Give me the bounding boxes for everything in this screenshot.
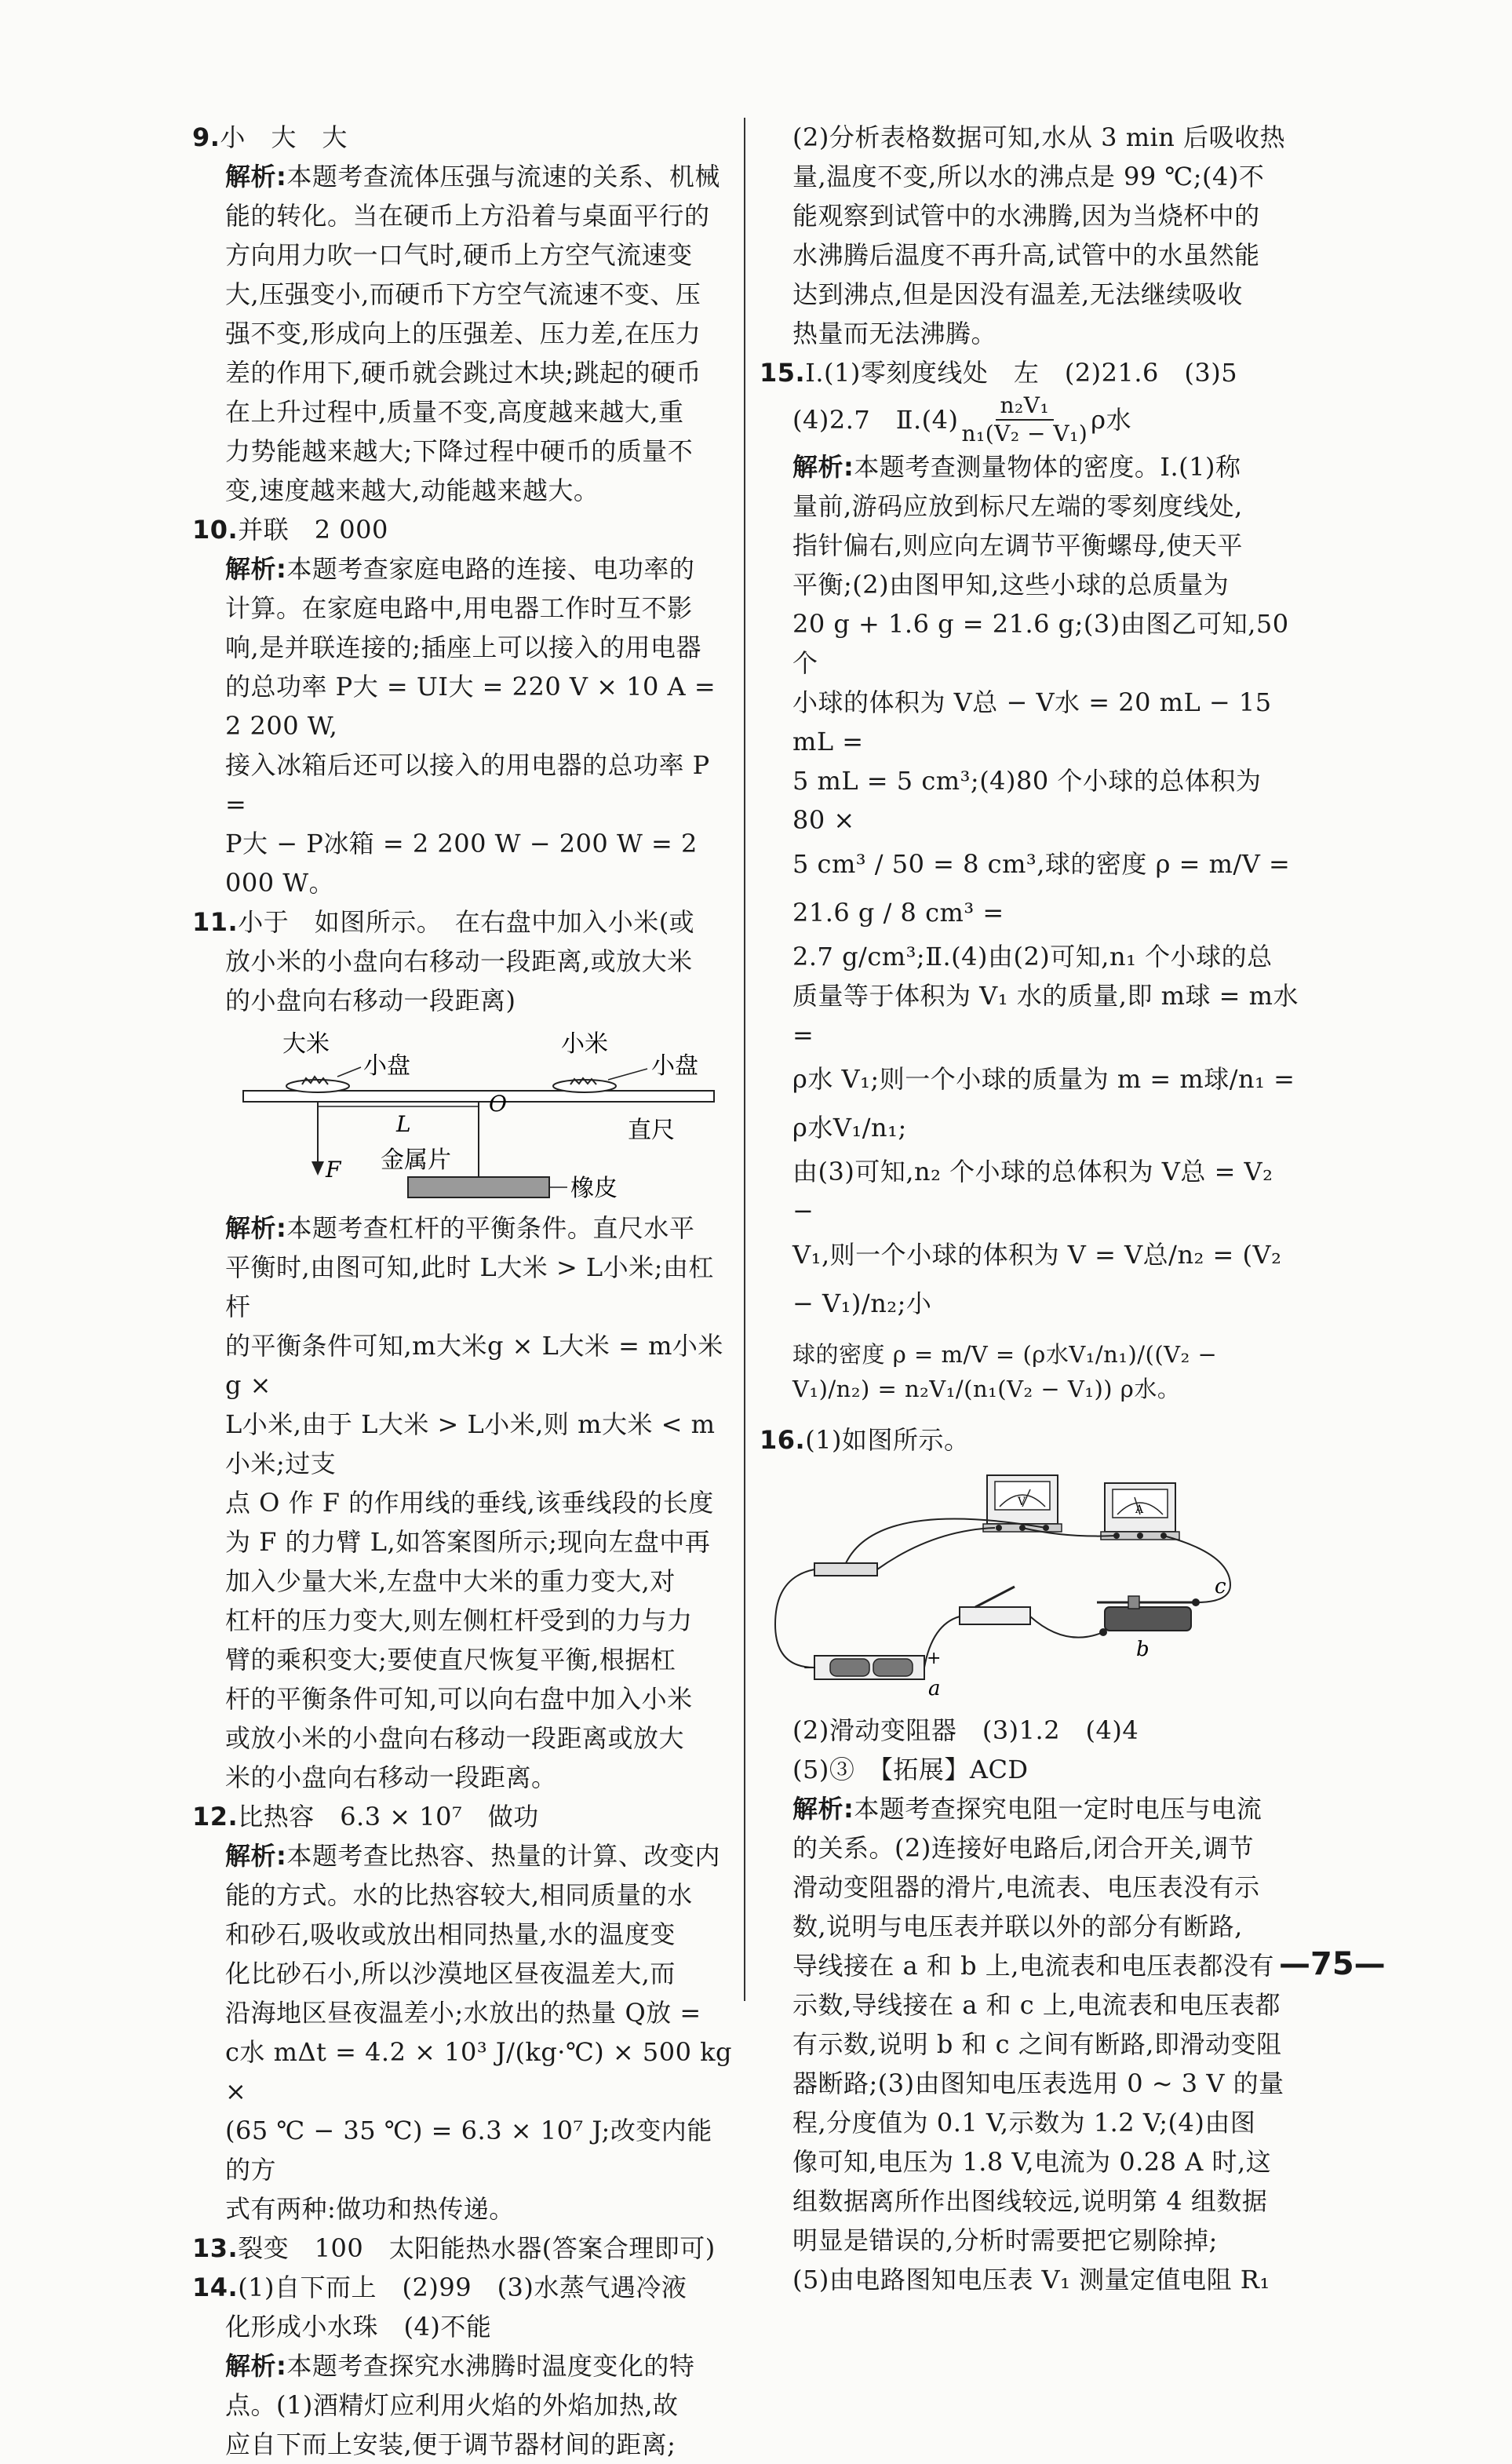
q9-analysis-line: 大,压强变小,而硬币下方空气流速不变、压 [225, 279, 701, 309]
q11-analysis-line: L小米,由于 L大米 > L小米,则 m大米 < m小米;过支 [225, 1409, 716, 1478]
q11-analysis-line: 臂的乘积变大;要使直尺恢复平衡,根据杠 [225, 1645, 676, 1675]
page-number: —75— [1279, 1946, 1386, 1982]
q15-analysis-line: 球的密度 ρ = m/V = (ρ水V₁/n₁)/((V₂ − V₁)/n₂) = n₂V₁/(n₁(V₂ − V₁)) ρ水。 [792, 1341, 1218, 1402]
q14-cont-line: 达到沸点,但是因没有温差,无法继续吸收 [792, 279, 1243, 309]
q14-cont-line: 水沸腾后温度不再升高,试管中的水虽然能 [792, 240, 1260, 270]
label-b: b [1136, 1638, 1149, 1661]
left-column [192, 118, 734, 2464]
q11-analysis-line: 为 F 的力臂 L,如答案图所示;现向左盘中再 [225, 1527, 711, 1557]
q9-analysis-line: 方向用力吹一口气时,硬币上方空气流速变 [225, 240, 693, 270]
battery [803, 1649, 941, 1700]
q14-analysis-line: 应自下而上安装,便于调节器材间的距离; [225, 2429, 676, 2459]
q11-answer: 11.小于 如图所示。 在右盘中加入小米(或 [192, 907, 695, 937]
switch [960, 1587, 1030, 1624]
label-L: L [396, 1111, 411, 1137]
q10-analysis-line: 接入冰箱后还可以接入的用电器的总功率 P = [225, 750, 710, 819]
q16-analysis-line: 滑动变阻器的滑片,电流表、电压表没有示 [792, 1872, 1260, 1902]
q11-analysis-line: 米的小盘向右移动一段距离。 [225, 1762, 557, 1792]
q12-analysis-line: c水 mΔt = 4.2 × 10³ J/(kg·℃) × 500 kg × [225, 2037, 733, 2106]
q10-answer: 10.并联 2 000 [192, 515, 388, 545]
q16-analysis-line: 程,分度值为 0.1 V,示数为 1.2 V;(4)由图 [792, 2108, 1256, 2138]
label-zhichi: 直尺 [628, 1117, 675, 1144]
q11-analysis-line: 的平衡条件可知,m大米g × L大米 = m小米g × [225, 1331, 723, 1400]
q12-analysis-line: 式有两种:做功和热传递。 [225, 2194, 515, 2224]
label-jinshupian: 金属片 [381, 1146, 451, 1174]
leader-line [337, 1067, 361, 1077]
q10-analysis-line: 响,是并联连接的;插座上可以接入的用电器 [225, 632, 701, 662]
q16-analysis-line: 有示数,说明 b 和 c 之间有断路,即滑动变阻 [792, 2029, 1282, 2059]
q15-analysis-line: 5 cm³ / 50 = 8 cm³,球的密度 ρ = m/V = 21.6 g / 8 cm³ = [792, 849, 1291, 928]
label-c: c [1215, 1575, 1226, 1598]
q14-cont-line: 量,温度不变,所以水的沸点是 99 ℃;(4)不 [792, 162, 1265, 191]
q15-analysis-line: ρ水 V₁;则一个小球的质量为 m = m球/n₁ = ρ水V₁/n₁; [792, 1064, 1295, 1143]
fixed-resistor [814, 1563, 877, 1576]
q15-analysis-line: 量前,游码应放到标尺左端的零刻度线处, [792, 491, 1243, 521]
q14-cont-line: (2)分析表格数据可知,水从 3 min 后吸收热 [792, 122, 1286, 152]
q9-answer: 9.小 大 大 [192, 122, 348, 152]
q11-answer-line: 放小米的小盘向右移动一段距离,或放大米 [225, 946, 693, 976]
eraser [408, 1177, 549, 1197]
q12-analysis-line: 化比砂石小,所以沙漠地区昼夜温差大,而 [225, 1959, 676, 1988]
q11-analysis-line: 解析:本题考查杠杆的平衡条件。直尺水平 [225, 1213, 695, 1243]
q14-cont-line: 热量而无法沸腾。 [792, 319, 997, 348]
q11-analysis-line: 或放小米的小盘向右移动一段距离或放大 [225, 1723, 685, 1753]
q16-analysis-line: (5)由电路图知电压表 V₁ 测量定值电阻 R₁ [792, 2265, 1270, 2295]
q16-analysis-line: 像可知,电压为 1.8 V,电流为 0.28 A 时,这 [792, 2147, 1272, 2177]
q10-analysis-line: 解析:本题考查家庭电路的连接、电功率的 [225, 554, 695, 584]
label-xiangpi: 橡皮 [570, 1175, 618, 1201]
circuit-figure [760, 1467, 1301, 1703]
battery-plus: + [927, 1649, 942, 1668]
q11-analysis-line: 加入少量大米,左盘中大米的重力变大,对 [225, 1566, 676, 1596]
q12-analysis-line: (65 ℃ − 35 ℃) = 6.3 × 10⁷ J;改变内能的方 [225, 2116, 712, 2185]
label-O: O [489, 1091, 507, 1117]
q12-answer: 12.比热容 6.3 × 10⁷ 做功 [192, 1802, 539, 1832]
q12-analysis-line: 沿海地区昼夜温差小;水放出的热量 Q放 = [225, 1998, 701, 2028]
q9-analysis-line: 能的转化。当在硬币上方沿着与桌面平行的 [225, 201, 710, 231]
q15-analysis-line: 平衡;(2)由图甲知,这些小球的总质量为 [792, 570, 1230, 600]
q15-analysis-line: 指针偏右,则应向左调节平衡螺母,使天平 [792, 530, 1243, 560]
q12-analysis-line: 解析:本题考查比热容、热量的计算、改变内 [225, 1841, 720, 1871]
q9-analysis-line: 力势能越来越大;下降过程中硬币的质量不 [225, 436, 694, 466]
q16-answer-line: (2)滑动变阻器 (3)1.2 (4)4 [792, 1715, 1139, 1745]
q16-analysis-line: 导线接在 a 和 b 上,电流表和电压表都没有 [792, 1951, 1274, 1981]
rheostat [1097, 1575, 1226, 1661]
q15-analysis-line: 质量等于体积为 V₁ 水的质量,即 m球 = m水 = [792, 981, 1299, 1050]
q16-analysis-line: 明显是错误的,分析时需要把它剔除掉; [792, 2225, 1218, 2255]
q16-analysis-line: 的关系。(2)连接好电路后,闭合开关,调节 [792, 1833, 1255, 1863]
q14-answer-line: 化形成小水珠 (4)不能 [225, 2312, 492, 2342]
q16-answer: 16.(1)如图所示。 [760, 1425, 970, 1455]
q9-analysis-line: 在上升过程中,质量不变,高度越来越大,重 [225, 397, 684, 427]
q14-cont-line: 能观察到试管中的水沸腾,因为当烧杯中的 [792, 201, 1260, 231]
q10-analysis-line: 计算。在家庭电路中,用电器工作时互不影 [225, 593, 693, 623]
force-arrowhead [312, 1161, 324, 1176]
q10-analysis-line: P大 − P冰箱 = 2 200 W − 200 W = 2 000 W。 [225, 829, 698, 898]
q15-analysis-line: 20 g + 1.6 g = 21.6 g;(3)由图乙可知,50 个 [792, 609, 1289, 678]
lever-figure [192, 1028, 734, 1201]
q9-analysis-line: 差的作用下,硬币就会跳过木块;跳起的硬币 [225, 358, 701, 388]
label-F: F [326, 1157, 341, 1183]
leader-line [608, 1069, 647, 1080]
right-column [760, 118, 1301, 2299]
q15-analysis-line: 由(3)可知,n₂ 个小球的总体积为 V总 = V₂ − [792, 1157, 1273, 1226]
label-a: a [928, 1677, 941, 1700]
q14-answer: 14.(1)自下而上 (2)99 (3)水蒸气遇冷液 [192, 2273, 687, 2302]
ammeter [1101, 1483, 1179, 1540]
q15-analysis-line: 解析:本题考查测量物体的密度。Ⅰ.(1)称 [792, 452, 1241, 482]
ammeter-A: A [1135, 1504, 1144, 1516]
q9-analysis-line: 强不变,形成向上的压强差、压力差,在压力 [225, 319, 701, 348]
q15-answer-line2: (4)2.7 Ⅱ.(4) n₂V₁ n₁(V₂ − V₁) ρ水 [792, 392, 1132, 447]
q15-analysis-line: V₁,则一个小球的体积为 V = V总/n₂ = (V₂ − V₁)/n₂;小 [792, 1240, 1282, 1318]
battery-minus: − [803, 1658, 818, 1678]
label-dami: 大米 [282, 1030, 330, 1058]
right-dish [553, 1080, 616, 1092]
q16-answer-line: (5)③ 【拓展】ACD [792, 1755, 1029, 1784]
q16-analysis-line: 组数据离所作出图线较远,说明第 4 组数据 [792, 2186, 1268, 2216]
q14-analysis-line: 解析:本题考查探究水沸腾时温度变化的特 [225, 2351, 695, 2381]
q11-analysis-line: 点 O 作 F 的作用线的垂线,该垂线段的长度 [225, 1488, 714, 1518]
q15-analysis-line: 2.7 g/cm³;Ⅱ.(4)由(2)可知,n₁ 个小球的总 [792, 942, 1273, 971]
q15-analysis-line: 小球的体积为 V总 − V水 = 20 mL − 15 mL = [792, 687, 1272, 756]
label-xiaopan-left: 小盘 [363, 1052, 410, 1080]
q12-analysis-line: 和砂石,吸收或放出相同热量,水的温度变 [225, 1919, 676, 1949]
q9-analysis-line: 解析:本题考查流体压强与流速的关系、机械 [225, 162, 720, 191]
q11-analysis-line: 杆的平衡条件可知,可以向右盘中加入小米 [225, 1684, 693, 1714]
q9-analysis-line: 变,速度越来越大,动能越来越大。 [225, 476, 599, 505]
q12-analysis-line: 能的方式。水的比热容较大,相同质量的水 [225, 1880, 693, 1910]
label-xiaomi: 小米 [561, 1030, 608, 1058]
q14-analysis-line: 点。(1)酒精灯应利用火焰的外焰加热,故 [225, 2390, 679, 2420]
q15-answer: 15.Ⅰ.(1)零刻度线处 左 (2)21.6 (3)5 [760, 358, 1238, 388]
q11-analysis-line: 平衡时,由图可知,此时 L大米 > L小米;由杠杆 [225, 1252, 714, 1321]
q16-analysis-line: 示数,导线接在 a 和 c 上,电流表和电压表都 [792, 1990, 1281, 2020]
q13-answer: 13.裂变 100 太阳能热水器(答案合理即可) [192, 2233, 716, 2263]
q16-analysis-line: 器断路;(3)由图知电压表选用 0 ~ 3 V 的量 [792, 2069, 1284, 2098]
q10-analysis-line: 的总功率 P大 = UI大 = 220 V × 10 A = 2 200 W, [225, 672, 716, 741]
q11-answer-line: 的小盘向右移动一段距离) [225, 986, 516, 1015]
q11-analysis-line: 杠杆的压力变大,则左侧杠杆受到的力与力 [225, 1606, 693, 1635]
label-xiaopan-right: 小盘 [651, 1052, 698, 1080]
q15-analysis-line: 5 mL = 5 cm³;(4)80 个小球的总体积为 80 × [792, 766, 1262, 835]
voltmeter [983, 1475, 1062, 1532]
q16-analysis-line: 解析:本题考查探究电阻一定时电压与电流 [792, 1794, 1262, 1824]
column-divider [744, 118, 745, 2001]
q16-analysis-line: 数,说明与电压表并联以外的部分有断路, [792, 1912, 1243, 1941]
voltmeter-V: V [1018, 1496, 1026, 1508]
fraction: n₂V₁ n₁(V₂ − V₁) [961, 392, 1088, 447]
